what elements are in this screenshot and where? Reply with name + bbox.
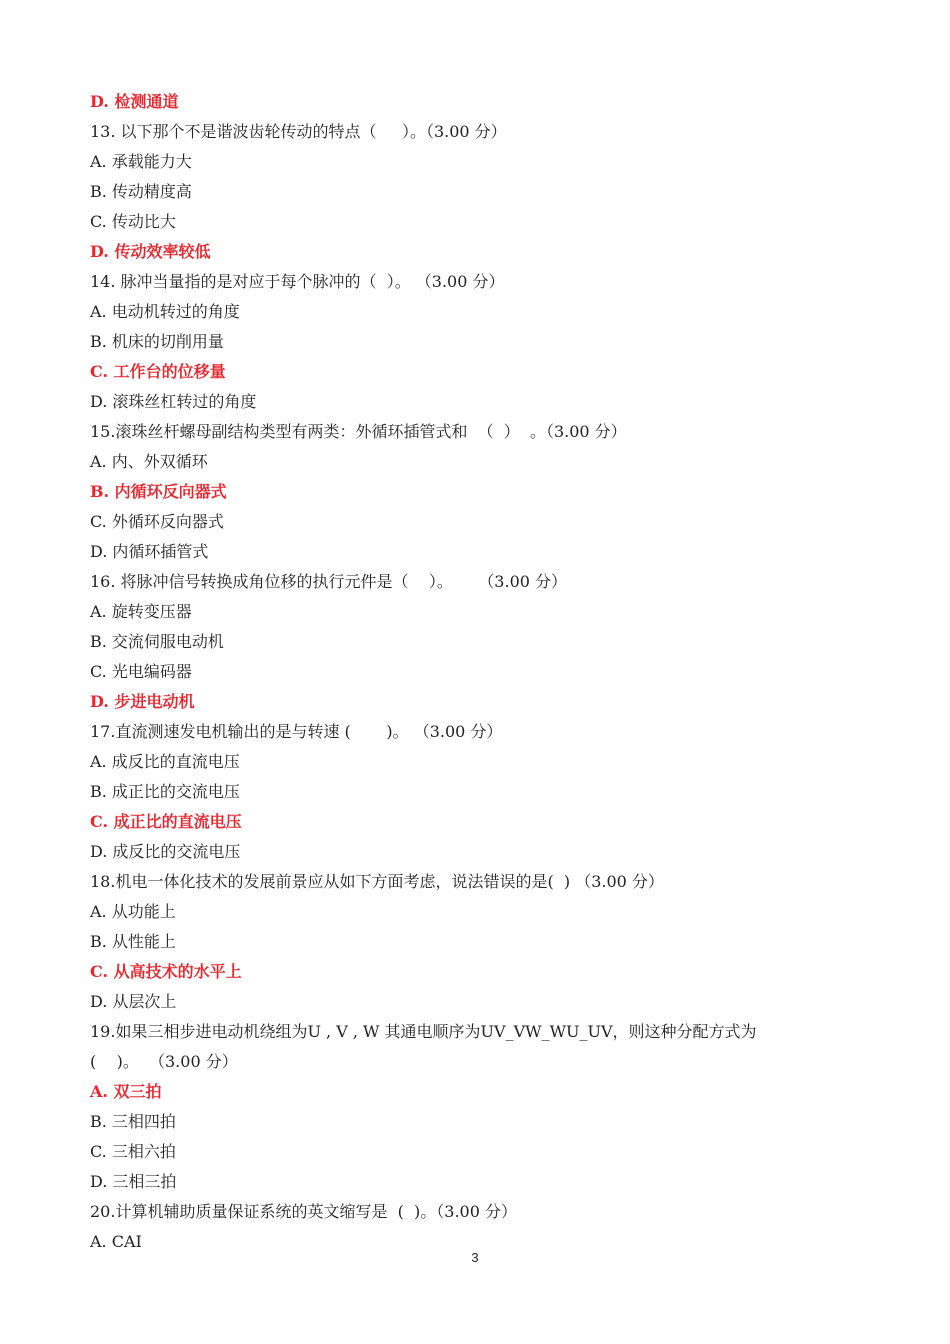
option-line: B. 从性能上 (90, 932, 176, 951)
correct-answer-line: A. 双三拍 (90, 1082, 162, 1101)
option-line: A. 电动机转过的角度 (90, 302, 240, 321)
option-line: A. 成反比的直流电压 (90, 752, 240, 771)
question-line: 16. 将脉冲信号转换成角位移的执行元件是（ ）。 （3.00 分） (90, 572, 568, 591)
correct-answer-line: C. 成正比的直流电压 (90, 812, 242, 831)
option-line: C. 光电编码器 (90, 662, 192, 681)
option-line: D. 从层次上 (90, 992, 177, 1011)
option-line: D. 内循环插管式 (90, 542, 209, 561)
option-line: D. 成反比的交流电压 (90, 842, 241, 861)
option-line: B. 三相四拍 (90, 1112, 176, 1131)
option-line: B. 成正比的交流电压 (90, 782, 240, 801)
correct-answer-line: D. 检测通道 (90, 92, 179, 111)
question-line: 19.如果三相步进电动机绕组为U , V , W 其通电顺序为UV_VW_WU_UV，则这种分配方式为 (90, 1022, 757, 1041)
correct-answer-line: C. 从高技术的水平上 (90, 962, 242, 981)
correct-answer-line: D. 步进电动机 (90, 692, 195, 711)
question-line: ( )。 （3.00 分） (90, 1052, 238, 1071)
option-line: A. CAI (90, 1232, 142, 1251)
option-line: C. 传动比大 (90, 212, 176, 231)
correct-answer-line: C. 工作台的位移量 (90, 362, 226, 381)
option-line: A. 旋转变压器 (90, 602, 192, 621)
correct-answer-line: D. 传动效率较低 (90, 242, 211, 261)
option-line: D. 滚珠丝杠转过的角度 (90, 392, 257, 411)
question-line: 14. 脉冲当量指的是对应于每个脉冲的（ ）。 （3.00 分） (90, 272, 505, 291)
option-line: A. 内、外双循环 (90, 452, 208, 471)
question-line: 17.直流测速发电机输出的是与转速 ( )。 （3.00 分） (90, 722, 503, 741)
question-line: 13. 以下那个不是谐波齿轮传动的特点（ ）。（3.00 分） (90, 122, 507, 141)
option-line: B. 交流伺服电动机 (90, 632, 224, 651)
option-line: A. 承载能力大 (90, 152, 192, 171)
question-line: 20.计算机辅助质量保证系统的英文缩写是 ( )。（3.00 分） (90, 1202, 517, 1221)
option-line: B. 机床的切削用量 (90, 332, 224, 351)
option-line: D. 三相三拍 (90, 1172, 177, 1191)
option-line: B. 传动精度高 (90, 182, 192, 201)
question-line: 15.滚珠丝杆螺母副结构类型有两类：外循环插管式和 （ ） 。（3.00 分） (90, 422, 627, 441)
page-number: 3 (471, 1250, 479, 1265)
question-list (90, 87, 890, 1257)
option-line: C. 外循环反向器式 (90, 512, 224, 531)
correct-answer-line: B. 内循环反向器式 (90, 482, 227, 501)
option-line: A. 从功能上 (90, 902, 176, 921)
question-line: 18.机电一体化技术的发展前景应从如下方面考虑，说法错误的是( ) （3.00 分） (90, 872, 664, 891)
option-line: C. 三相六拍 (90, 1142, 176, 1161)
